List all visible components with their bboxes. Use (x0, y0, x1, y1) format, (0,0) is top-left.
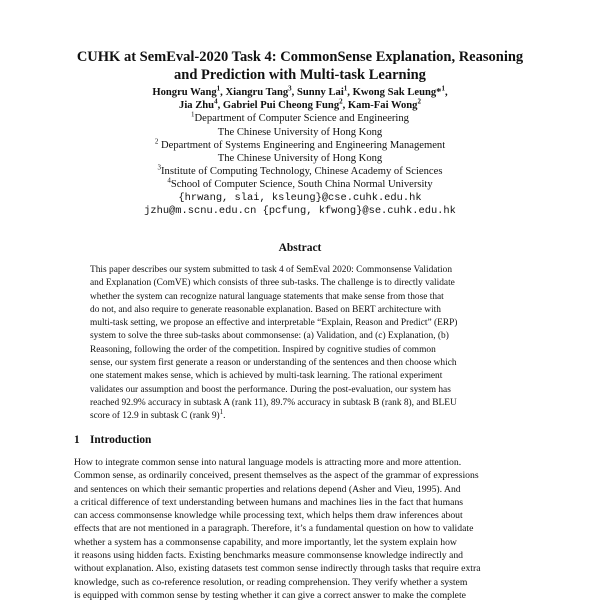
author-affiliation-mark: 1 (343, 84, 348, 93)
affiliation-text: The Chinese University of Hong Kong (217, 153, 383, 165)
author-separator: , (444, 87, 448, 98)
affiliation-text: Institute of Computing Technology, Chinese Academy of Sciences (161, 166, 443, 178)
author-affiliation-mark: 1 (216, 84, 221, 93)
author-name: Kam-Fai Wong (347, 100, 418, 112)
introduction-body (74, 456, 528, 602)
section-title: Introduction (90, 434, 152, 446)
title-line-2: and Prediction with Multi-task Learning (174, 67, 426, 83)
email-line: {hrwang, slai, ksleung}@cse.cuhk.edu.hk (178, 191, 422, 204)
abstract-line: This paper describes our system submitted to task 4 of SemEval 2020: Commonsense Validation (90, 265, 453, 275)
author-name: Sunny Lai (296, 87, 344, 98)
paper-title (40, 48, 560, 84)
body-line: it reasons using hidden facts. Existing benchmarks measure commonsense knowledge indirectly and (74, 550, 464, 562)
affiliation-line (40, 139, 560, 152)
abstract-line: one statement makes sense, which is achieved by multi-task learning. The rational experiment (90, 371, 443, 382)
abstract-heading: Abstract (278, 242, 322, 254)
body-line: Common sense, as ordinarily conceived, present themselves as the aspect of the grammar of expressions (74, 470, 479, 482)
author-name: Gabriel Pui Cheong Fung (222, 100, 340, 112)
affiliation-line (40, 112, 560, 125)
abstract-line: reached 92.9% accuracy in subtask A (rank 11), 89.7% accuracy in subtask B (rank 8), and BLEU (90, 397, 457, 408)
author-name: Jia Zhu (179, 100, 215, 112)
footnote-mark: 1 (219, 408, 224, 417)
affiliation-line (40, 152, 560, 165)
author-name: Kwong Sak Leung* (352, 87, 442, 98)
body-line: is equipped with common sense by testing whether it can give a correct answer to make the complete (74, 589, 466, 601)
abstract-line: and Explanation (ComVE) which consists of three sub-tasks. The challenge is to directly validate (90, 278, 455, 289)
body-line: whether a system has a commonsense capability, and more importantly, let the system explain how (74, 536, 457, 548)
abstract-line: whether the system can recognize natural language statements that make sense from those that (90, 291, 444, 302)
body-line: knowledge, such as co-reference resolution, or reading comprehension. They verify whether a system (74, 576, 468, 588)
front-matter (40, 86, 560, 218)
affiliation-line (40, 126, 560, 139)
abstract-last-line (90, 410, 510, 423)
author-separator: , (347, 87, 353, 98)
affiliation-line (40, 165, 560, 178)
body-line: How to integrate common sense into natural language models is attracting more and more attention. (74, 457, 462, 468)
abstract-line: do not, and also require to generate reasonable explanation. Based on BERT architecture with (90, 304, 441, 315)
affiliation-mark: 2 (154, 137, 159, 146)
affiliation-text: Department of Systems Engineering and Engineering Management (158, 139, 446, 151)
author-affiliation-mark: 4 (214, 97, 218, 106)
author-name: Xiangru Tang (225, 87, 289, 98)
section-number: 1 (74, 434, 80, 446)
affiliation-text: Department of Computer Science and Engineering (194, 113, 409, 125)
body-line: and sentences on which their semantic properties and relations depend (Asher and Vieu, 1995). And (74, 483, 461, 495)
affiliation-text: The Chinese University of Hong Kong (217, 126, 383, 138)
author-affiliation-mark: 2 (339, 97, 343, 106)
author-affiliation-mark: 2 (417, 97, 421, 106)
author-separator: , (217, 100, 223, 112)
author-name: Hongru Wang (152, 87, 217, 98)
abstract-line: system to solve the three sub-tasks about commonsense: (a) Validation, and (c) Explanation, (b) (90, 331, 449, 342)
title-line-1: CUHK at SemEval-2020 Task 4: CommonSense Explanation, Reasoning (76, 49, 524, 65)
authors-line-1 (40, 86, 560, 99)
affiliation-line (40, 178, 560, 191)
authors-line-2 (40, 99, 560, 112)
abstract-line: multi-task setting, we propose an effective and interpretable “Explain, Reason and Predict” (ERP) (90, 318, 458, 329)
affiliation-mark: 4 (167, 176, 171, 185)
abstract-line-text: score of 12.9 in subtask C (rank 9) (90, 411, 220, 422)
abstract-line-end: . (223, 411, 226, 422)
affiliation-mark: 1 (191, 110, 195, 119)
section-heading-introduction (74, 434, 151, 446)
body-line: without explanation. Also, existing datasets test common sense indirectly through tasks that require extra (74, 563, 481, 575)
author-separator: , (291, 87, 297, 98)
body-line: a critical difference of text understanding between humans and machines lies in the fact that humans (74, 496, 464, 508)
body-line: can access commonsense knowledge while processing text, which helps them draw inferences about (74, 510, 463, 522)
email-line: jzhu@m.scnu.edu.cn {pcfung, kfwong}@se.cuhk.edu.hk (144, 204, 456, 217)
affiliation-mark: 3 (157, 163, 162, 172)
affiliation-text: School of Computer Science, South China Normal University (170, 179, 433, 191)
author-affiliation-mark: 3 (288, 84, 292, 93)
author-separator: , (342, 100, 348, 112)
abstract-line: sense, our system first generate a reason or understanding of the sentences and then choose which (90, 358, 457, 369)
abstract-line: Reasoning, following the order of the competition. Inspired by cognitive studies of common (90, 344, 436, 355)
body-line: effects that are not mentioned in a paragraph. Therefore, it’s a fundamental question on how to validate (74, 523, 474, 535)
author-affiliation-mark: 1 (441, 84, 445, 93)
abstract-line: validates our assumption and boost the performance. During the post-evaluation, our system has (90, 384, 451, 395)
abstract-body (90, 264, 510, 424)
author-separator: , (220, 87, 226, 98)
